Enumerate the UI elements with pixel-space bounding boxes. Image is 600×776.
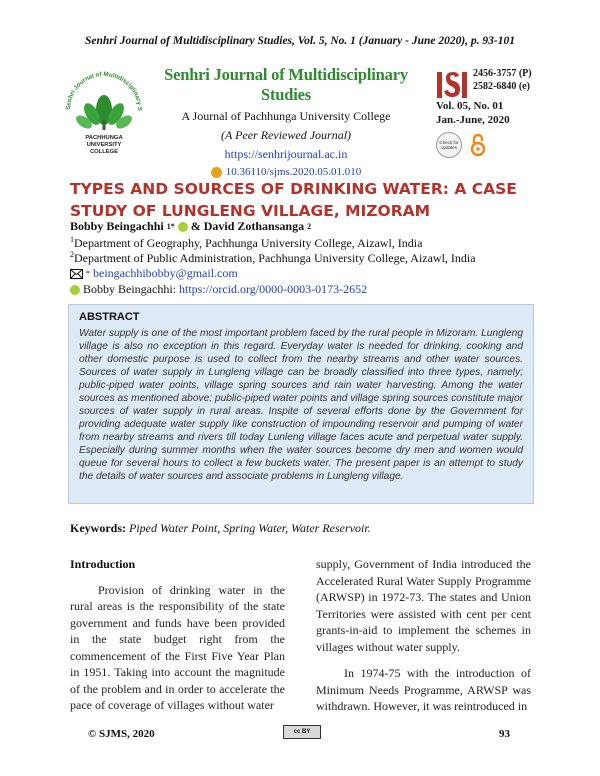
abstract-text: Water supply is one of the most important problem faced by the rural people in Mizoram. Lungleng village is also no exception in this regard. Everyday water is needed for drinking, cooking and other domestic purpose is used to collect from the nearby streams and other water sources. Sources of water supply in Lungleng village can be broadly classified into three types, namely; public-piped water points, village spring sources and rain water harvesting. Among the water sources as mentioned above; public-piped water points and village spring sources constitute major sources of water supply in rural areas. Inspite of several efforts done by the Government for providing adequate water supply like construction of impounding reservoir and pumping of water from nearby streams and rivers till today Lunleng village faces acute and perpetual water supply. Especially during summer months when the water sources become dry men and women would queue for several hours to collect a few buckets water. The present paper is an attempt to study the details of water sources and associate problems in Lungleng village. — [79, 328, 523, 482]
keywords-text: Piped Water Point, Spring Water, Water Reservoir. — [129, 521, 371, 535]
affiliation-2-num: 2 — [70, 250, 74, 259]
article-title: TYPES AND SOURCES OF DRINKING WATER: A CASE STUDY OF LUNGLENG VILLAGE, MIZORAM — [70, 180, 517, 220]
footer-copyright: © SJMS, 2020 — [88, 728, 155, 740]
journal-subtitle: A Journal of Pachhunga University College — [181, 109, 391, 123]
open-access-icon — [470, 133, 486, 157]
peer-reviewed-label: (A Peer Reviewed Journal) — [220, 128, 352, 142]
keywords-line — [70, 521, 371, 536]
issn-block — [436, 67, 550, 158]
volume-info — [436, 99, 550, 127]
author-1: Bobby Beingachhi — [70, 219, 164, 233]
mail-icon — [70, 269, 83, 279]
email-link[interactable]: beingachhibobby@gmail.com — [93, 266, 238, 280]
affiliation-1-num: 1 — [70, 235, 74, 244]
logo-college-line2: UNIVERSITY — [86, 142, 122, 148]
author-1-sup: 1* — [166, 222, 175, 231]
introduction-heading: Introduction — [70, 557, 136, 571]
affiliation-1-text: Department of Geography, Pachhunga University College, Aizawl, India — [74, 236, 423, 250]
period-label: Jan.-June, 2020 — [436, 114, 510, 126]
author-2-sup: 2 — [307, 222, 312, 231]
masthead-center — [148, 65, 424, 178]
abstract-heading: ABSTRACT — [79, 311, 140, 323]
body-column-right — [316, 556, 531, 725]
orcid-icon[interactable] — [178, 222, 188, 232]
cc-license-badge[interactable]: cc BY — [283, 725, 321, 739]
orcid-line — [70, 282, 367, 297]
issn-numbers — [473, 67, 550, 93]
intro-paragraph-3: In 1974-75 with the introduction of Minimum Needs Programme, ARWSP was withdrawn. However, it was reintroduced in — [316, 666, 531, 713]
email-line — [70, 266, 238, 281]
intro-paragraph-1: Provision of drinking water in the rural areas is the responsibility of the state government and funds have been provided in the state budget right from the commencement of the First Five Year Plan in 1951. Taking into account the magnitude of the problem and in order to accelerate the pace of coverage of villages without water — [70, 582, 285, 712]
issn-logo-icon — [436, 70, 470, 100]
email-sup: * — [86, 269, 90, 278]
running-head: Senhri Journal of Multidisciplinary Studies, Vol. 5, No. 1 (January - June 2020), p. 93-101 — [84, 35, 516, 47]
orcid-small-icon — [70, 285, 80, 295]
author-2: & David Zothansanga — [190, 219, 305, 233]
issn-print: 2456-3757 (P) — [473, 68, 532, 79]
issn-electronic: 2582-6840 (e) — [473, 81, 530, 92]
affiliation-2 — [70, 250, 476, 266]
check-for-updates-badge[interactable]: Check for updates — [436, 132, 462, 158]
doi-line[interactable] — [148, 166, 424, 178]
orcid-link[interactable]: https://orcid.org/0000-0003-0173-2652 — [179, 282, 368, 296]
masthead — [60, 62, 550, 178]
logo-arc-text: Senhri Journal of Multidisciplinary S — [64, 70, 144, 112]
abstract-box — [68, 304, 534, 504]
orcid-author-label: Bobby Beingachhi: — [83, 282, 176, 296]
affiliation-1 — [70, 235, 422, 251]
doi-link[interactable]: 10.36110/sjms.2020.05.01.010 — [225, 166, 362, 178]
keywords-label: Keywords: — [70, 521, 126, 535]
journal-url-link[interactable]: https://senhrijournal.ac.in — [224, 147, 348, 161]
page-number: 93 — [499, 728, 510, 740]
badges — [436, 132, 550, 158]
body-column-left — [70, 556, 285, 724]
authors-line — [70, 219, 311, 234]
logo-leaves-icon — [60, 62, 148, 160]
logo-college-line3: COLLEGE — [89, 149, 119, 155]
logo-college-line1: PACHHUNGA — [85, 135, 123, 141]
intro-paragraph-2: supply, Government of India introduced the Accelerated Rural Water Supply Programme (ARWSP) in 1972-73. The states and Union Territories were assisted with cent per cent grants-in-aid to implement the schemes in villages without water supply. — [316, 557, 531, 654]
doi-icon — [211, 167, 222, 178]
volume-label: Vol. 05, No. 01 — [436, 100, 504, 112]
affiliation-2-text: Department of Public Administration, Pachhunga University College, Aizawl, India — [74, 251, 476, 265]
journal-logo — [60, 62, 148, 160]
journal-name: Senhri Journal of Multidisciplinary Studies — [164, 65, 408, 104]
